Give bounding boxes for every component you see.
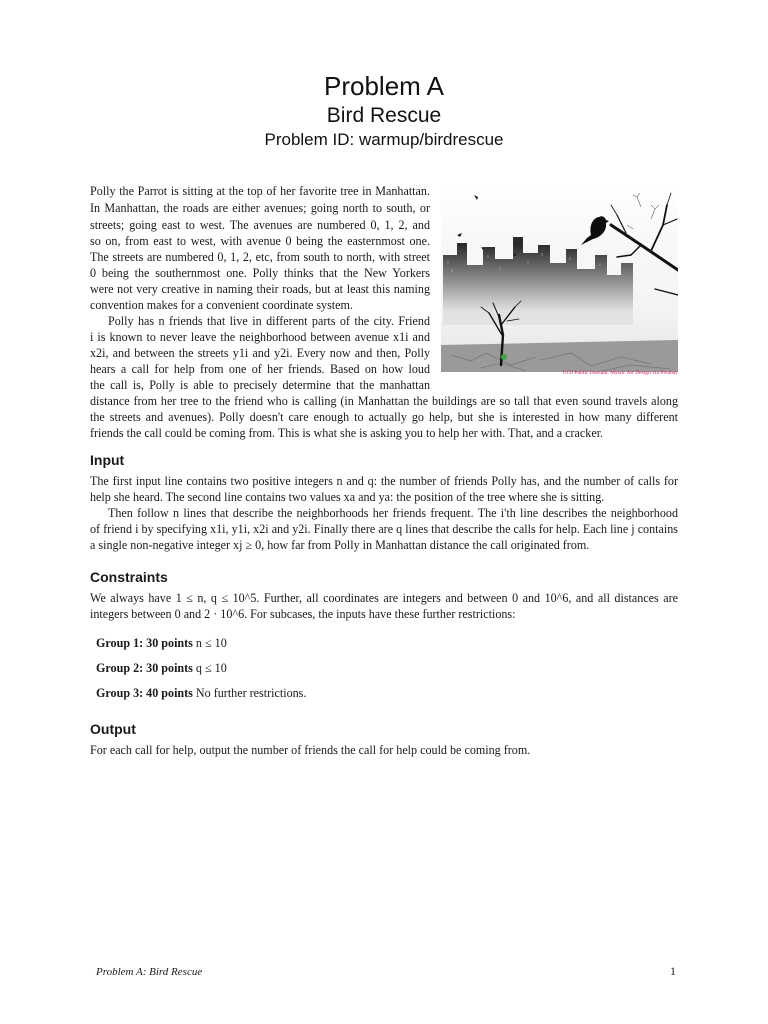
problem-subtitle: Bird Rescue bbox=[326, 104, 442, 127]
group-label: Group 3: 40 points bbox=[96, 686, 193, 700]
subtask-group bbox=[96, 661, 227, 675]
city-tree-bird-illustration bbox=[441, 185, 678, 372]
intro-line: friends the call could be coming from. This is what she is asking you to help her with. That, and a cracker. bbox=[90, 426, 604, 440]
intro-line: The streets are numbered 0, 1, 2, etc, from south to north, with street bbox=[90, 250, 430, 264]
intro-line: x2i, and between the streets y1i and y2i. Every now and then, Polly bbox=[90, 346, 430, 360]
intro-line: were not very creative in naming their roads, but at least this naming bbox=[90, 282, 430, 296]
intro-line: hears a call for help from one of her friends. Based on how loud bbox=[90, 362, 430, 376]
intro-line: the call is, Polly is able to precisely determine that the manhattan bbox=[90, 378, 430, 392]
input-line: a single non-negative integer xj ≥ 0, how far from Polly in Manhattan distance the call originated from. bbox=[90, 538, 590, 552]
intro-line: Polly the Parrot is sitting at the top of her favorite tree in Manhattan. bbox=[90, 184, 430, 198]
input-line: of friend i by specifying x1i, y1i, x2i and y2i. Finally there are q lines that describe the calls for help. Each line j contains bbox=[90, 522, 678, 536]
group-condition: No further restrictions. bbox=[195, 686, 307, 700]
section-heading-output: Output bbox=[90, 721, 136, 737]
input-line: help she heard. The second line contains two values xa and ya: the position of the tree where she is sitting. bbox=[90, 490, 605, 504]
group-condition: q ≤ 10 bbox=[195, 661, 227, 675]
problem-id: Problem ID: warmup/birdrescue bbox=[264, 130, 504, 149]
intro-line: In Manhattan, the roads are either avenues; going north to south, or bbox=[90, 201, 430, 215]
subtask-group bbox=[96, 686, 306, 700]
intro-line: i is known to never leave the neighborhood between avenue x1i and bbox=[90, 330, 430, 344]
subtask-group bbox=[96, 636, 227, 650]
constraints-line: We always have 1 ≤ n, q ≤ 10^5. Further, all coordinates are integers and between 0 and 10^6, and all distances are bbox=[90, 591, 678, 605]
group-label: Group 2: 30 points bbox=[96, 661, 193, 675]
intro-line: convention makes for a convenient coordinate system. bbox=[90, 298, 353, 312]
section-heading-constraints: Constraints bbox=[90, 569, 168, 585]
problem-title: Problem A bbox=[324, 71, 444, 101]
page-number: 1 bbox=[670, 964, 676, 978]
group-label: Group 1: 30 points bbox=[96, 636, 193, 650]
constraints-line: integers between 0 and 2 · 10^6. For subcases, the inputs have these further restrictions: bbox=[90, 607, 516, 621]
section-heading-input: Input bbox=[90, 452, 125, 468]
intro-line: 0 being the southernmost one. Polly thinks that the New Yorkers bbox=[90, 266, 430, 280]
output-text: For each call for help, output the number of friends the call for help could be coming from. bbox=[90, 743, 531, 757]
input-line: The first input line contains two positive integers n and q: the number of friends Polly has, and the number of calls for bbox=[90, 474, 678, 488]
group-condition: n ≤ 10 bbox=[195, 636, 227, 650]
intro-line: the streets and avenues). Polly doesn't care enough to actually go help, but she is interested in how many different bbox=[90, 410, 678, 424]
intro-line: distance from her tree to the friend who is calling (in Manhattan the buildings are so tall that even sound travels along bbox=[90, 394, 678, 408]
intro-line: so on, from east to west, with avenue 0 being the easternmost one. bbox=[90, 234, 430, 248]
footer-problem-name: Problem A: Bird Rescue bbox=[96, 966, 203, 978]
intro-line: Polly has n friends that live in different parts of the city. Friend bbox=[108, 314, 430, 328]
input-line: Then follow n lines that describe the neighborhoods her friends frequent. The i'th line describes the neighborhood bbox=[108, 506, 678, 520]
intro-line: streets; going east to west. The avenues are numbered 0, 1, 2, and bbox=[90, 218, 430, 232]
image-credit: CC0 Public Domain, Mystic Art Design via Pixabay bbox=[562, 370, 678, 376]
